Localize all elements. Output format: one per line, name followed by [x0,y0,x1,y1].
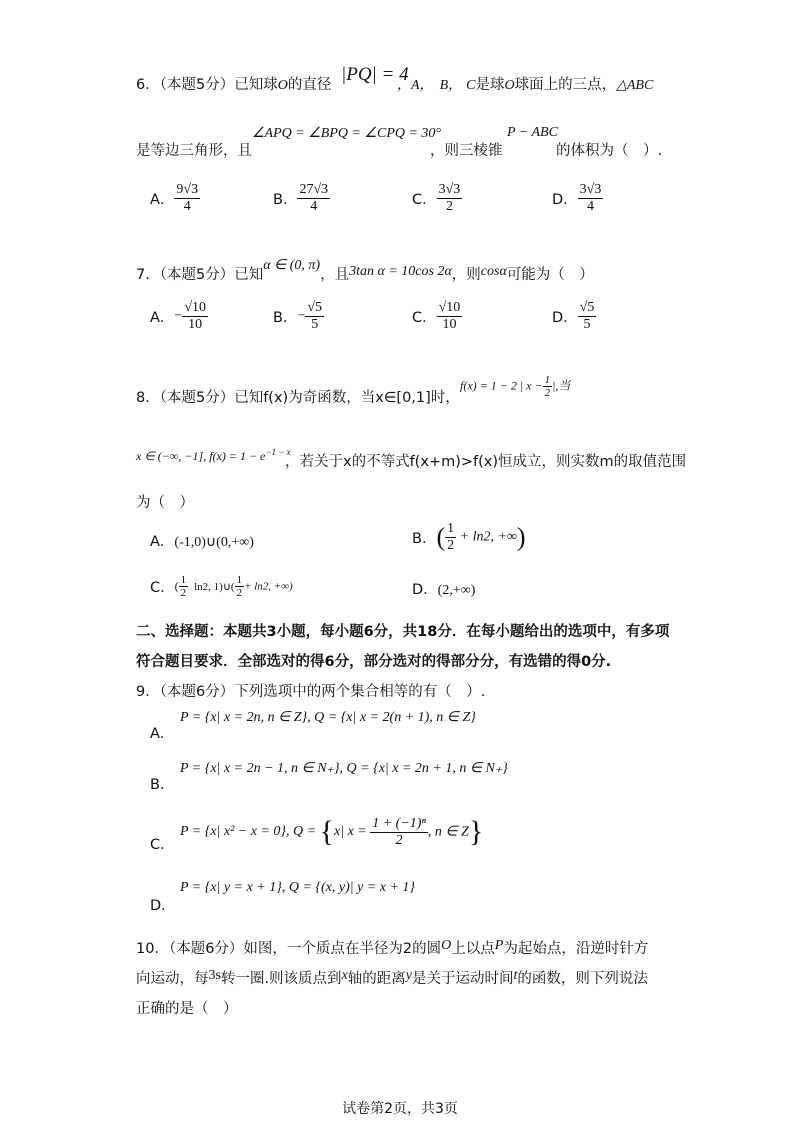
denominator: 4 [183,199,191,214]
distance-y: y [405,968,412,983]
q6-option-b[interactable] [273,182,330,215]
option-value: (-1,0)∪(0,+∞) [174,535,254,550]
q6-pabc: P − ABC [507,125,558,140]
q9-stem: 9．（本题6分）下列选项中的两个集合相等的有（ ）. [136,684,486,700]
q9-option-a-expr: P = {x| x = 2n, n ∈ Z}, Q = {x| x = 2(n + 1), n ∈ Z} [180,710,476,725]
denominator: 5 [583,317,591,332]
x-axis-var: x [341,968,348,983]
q6-line2-a: 是等边三角形，且 [136,143,252,159]
point-A: ，A， [397,78,434,93]
period-3s: 3s [208,968,221,983]
numerator: √10 [184,300,207,315]
denominator: 5 [311,317,319,332]
q9-option-d-label[interactable]: D． [150,898,176,914]
q10-text: 为起始点，沿逆时针方 [503,941,649,957]
option-label: C． [412,310,437,326]
denominator: 10 [188,317,203,332]
option-label: A． [150,310,175,326]
option-fraction [305,300,324,333]
brace-right: } [468,815,484,848]
option-label: B． [412,531,437,547]
q7-option-a[interactable] [150,300,208,333]
option-label: A． [150,192,175,208]
option-value: (2,+∞) [437,583,476,598]
option-label: A． [150,534,175,550]
option-label: B． [273,192,298,208]
paren-left: ( [436,522,446,552]
section2-heading-line2: 符合题目要求．全部选对的得6分，部分选对的得部分分，有选错的得0分. [136,654,612,670]
q9-option-d-expr: P = {x| y = x + 1}, Q = {(x, y)| y = x + 1} [180,880,416,895]
numerator: 1 + (−1)ⁿ [372,815,426,831]
point-P: P [494,938,504,953]
q6-angles: ∠APQ = ∠BPQ = ∠CPQ = 30° [252,126,442,141]
minus-sign: − [297,308,306,324]
q7-equation: 3tan α = 10cos 2α [349,264,452,279]
q9-option-c-expr [180,815,483,849]
one-half [179,574,189,599]
option-fraction [297,182,330,215]
q7-text: 可能为（ ） [506,267,594,283]
numerator: 1 [447,521,455,536]
option-label: D． [552,310,578,326]
option-fraction [437,182,463,215]
option-fraction [578,182,604,215]
q8-option-c[interactable] [150,574,293,599]
q10-text: 10．（本题6分）如图，一个质点在半径为2的圆 [136,941,442,957]
brace-left: { [319,815,334,848]
q8-option-a[interactable] [150,530,254,551]
q8-option-d[interactable] [412,578,475,599]
triangle-abc: △ABC [616,78,654,93]
q8-stem-line1: 8．（本题5分）已知f(x)为奇函数，当x∈[0,1]时， [136,390,460,406]
numerator: 27√3 [299,182,329,197]
q8-f-piece1 [460,374,570,399]
q8-option-b[interactable]: B．( $\frac{1}{2}$ + ln2, +∞) [412,521,526,553]
one-half [235,574,245,599]
option-value-b: ln2, 1)∪( [194,581,235,593]
q6-line1-b [397,73,653,94]
q8-f2-exponent: −1 − x [265,447,291,457]
q8-f1-end: |,当 [552,378,571,393]
numerator: √10 [438,300,461,315]
q8-f2-expr: x ∈ (−∞, −1], f(x) = 1 − e [136,449,266,463]
denominator: 2 [180,587,187,599]
section2-heading-line1: 二、选择题：本题共3小题，每小题6分，共18分．在每小题给出的选项中，有多项 [136,624,670,640]
q10-text: 是关于运动时间 [412,971,514,987]
q6-option-c[interactable] [412,182,462,215]
q7-cos-alpha: cosα [480,264,507,279]
q9-option-b-label[interactable]: B． [150,777,175,793]
q8-f-piece2 [136,447,291,464]
q10-text: 轴的距离 [347,971,406,987]
point-B: B， [439,78,463,93]
numerator: √5 [579,300,595,315]
numerator: 9√3 [176,182,199,197]
denominator: 2 [236,587,243,599]
q7-option-b[interactable] [273,300,324,333]
q6-line1 [136,73,331,94]
option-fraction [182,300,208,333]
denominator: 2 [445,199,453,214]
q8-stem-line2: ，若关于x的不等式f(x+m)>f(x)恒成立，则实数m的取值范围 [285,454,687,470]
q10-text: 的函数，则下列说法 [517,971,648,987]
q9-c-part-a: P = {x| x² − x = 0}, Q = [180,824,317,839]
q10-line3: 正确的是（ ） [136,1001,238,1017]
denominator: 2 [544,387,551,399]
option-label: D． [412,582,438,598]
q9-option-a-label[interactable]: A． [150,726,175,742]
minus-sign: − [174,308,183,324]
denominator: 2 [395,832,403,848]
q9-option-b-expr: P = {x| x = 2n − 1, n ∈ N₊}, Q = {x| x = 2n + 1, n ∈ N₊} [180,761,508,776]
sphere-O: O [504,78,515,93]
q7-text: 7．（本题5分）已知 [136,267,264,283]
q9-option-c-label[interactable]: C． [150,837,175,853]
numerator: 1 [236,574,243,586]
q8-stem-line3: 为（ ） [136,495,194,511]
q6-pq: |PQ| = 4 [341,64,409,85]
option-label: C． [150,580,175,596]
q10-line1 [136,937,648,958]
q6-text: 是球 [475,77,505,93]
page-footer: 试卷第2页，共3页 [342,1101,458,1117]
q6-text: 的直径 [287,77,332,93]
q9-c-part-c: , n ∈ Z [427,824,469,840]
q7-text: ，则 [451,267,481,283]
denominator: 4 [310,199,318,214]
option-value: ln2, +∞ [472,529,517,545]
circle-O: O [441,938,452,953]
paren-right: ) [516,522,526,552]
option-label: C． [412,192,437,208]
q6-line2-b: ，则三棱锥 [430,143,503,159]
option-label: D． [552,192,578,208]
time-t: t [513,968,518,983]
option-value-c: + ln2, +∞) [244,580,293,593]
denominator: 4 [587,199,595,214]
q7-text: ，且 [320,267,350,283]
one-half [543,374,553,399]
option-fraction [437,300,463,333]
numerator: 3√3 [438,182,461,197]
q6-line2-c: 的体积为（ ）. [556,143,663,159]
q8-f1-expr: f(x) = 1 − 2 | x − [460,378,543,393]
q6-stem-start: 6．（本题5分）已知球 [136,77,278,93]
denominator: 10 [442,317,457,332]
sphere-O: O [277,78,288,93]
numerator: 1 [180,574,187,586]
q10-text: 向运动，每 [136,971,209,987]
q7-option-c[interactable] [412,300,462,333]
q9-c-fraction [370,816,428,849]
q9-c-part-b: x| x = [334,824,367,839]
q6-option-a[interactable] [150,182,200,215]
option-fraction [174,182,200,215]
q10-text: 上以点 [451,941,495,957]
q6-text: 球面上的三点， [514,77,617,93]
option-fraction [578,300,597,333]
numerator: √5 [307,300,323,315]
option-value-a: ( [174,579,179,593]
q6-option-d[interactable] [552,182,603,215]
denominator: 2 [447,538,455,553]
point-C: C [466,78,476,93]
q7-alpha-range: α ∈ (0, π) [263,258,321,273]
numerator: 3√3 [579,182,602,197]
option-label: B． [273,310,298,326]
numerator: 1 [544,374,551,386]
q7-option-d[interactable] [552,300,596,333]
one-half [445,521,456,554]
q10-line2 [136,967,648,988]
q7-stem [136,258,594,284]
q10-text: 转一圈.则该质点到 [220,971,342,987]
